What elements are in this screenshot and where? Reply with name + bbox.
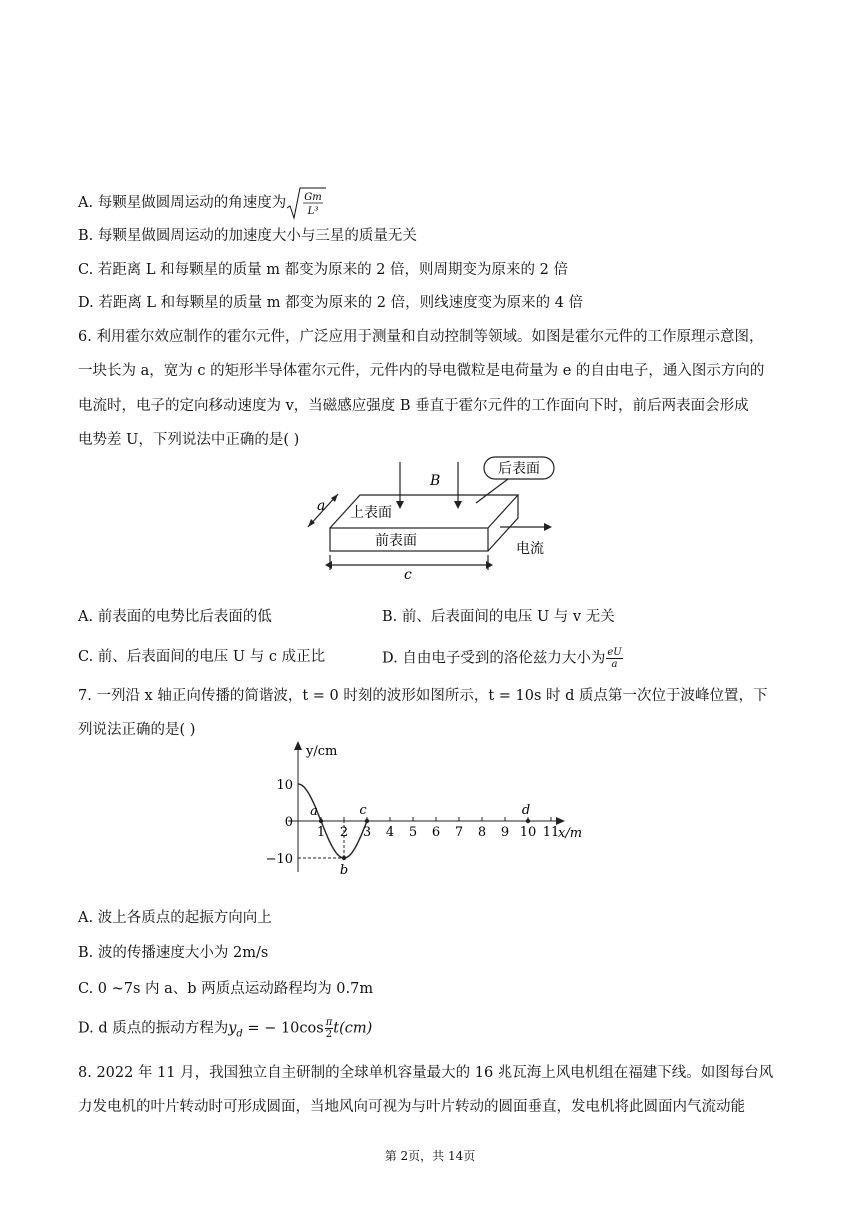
q6-stem-line1: 6. 利用霍尔效应制作的霍尔元件，广泛应用于测量和自动控制等领域。如图是霍尔元件的工作原理示意图， [78,329,764,345]
q7-option-b: B. 波的传播速度大小为 2m/s [78,945,269,961]
x-tick-label: 3 [362,825,372,840]
fraction: $\frac{eU}{a}$ [607,647,622,670]
label-top-surface: 上表面 [350,505,392,521]
x-tick-label: 2 [339,825,349,840]
q5-option-d: D. 若距离 L 和每颗星的质量 m 都变为原来的 2 倍，则线速度变为原来的 4 倍 [78,295,584,311]
y-tick-label: 0 [284,815,293,830]
sqrt-denominator: L³ [307,206,319,217]
y-axis-label: y/cm [306,744,338,759]
q8-stem-line2: 力发电机的叶片转动时可形成圆面，当地风向可视为与叶片转动的圆面垂直，发电机将此圆面内气流动能 [78,1099,745,1115]
label-b: B [430,473,441,489]
x-tick-label: 4 [385,825,395,840]
q8-stem-line1: 8. 2022 年 11 月，我国独立自主研制的全球单机容量最大的 16 兆瓦海上风电机组在福建下线。如图每台风 [78,1065,774,1081]
page-footer: 第 2页，共 14页 [384,1149,476,1163]
label-current: 电流 [516,541,544,557]
y-tick-label: −10 [265,852,293,867]
x-tick-label: 7 [454,825,464,840]
q5-option-b: B. 每颗星做圆周运动的加速度大小与三星的质量无关 [78,228,417,244]
x-axis-label: x/m [558,826,583,841]
x-tick-label: 6 [431,825,441,840]
label-a: a [317,498,326,514]
q6-option-b: B. 前、后表面间的电压 U 与 v 无关 [382,609,615,625]
x-tick-label: 11 [542,825,560,840]
x-tick-label: 5 [408,825,418,840]
q7-stem-line2: 列说法正确的是( ) [78,722,196,738]
point-label-a: a [310,804,318,819]
q7-option-d: D. d 质点的振动方程为$y_d$ = − 10cos $\frac{\pi}{2}$ t(cm) [78,1017,373,1040]
q7-option-c: C. 0 ~7s 内 a、b 两质点运动路程均为 0.7m [78,981,374,997]
q5-option-c: C. 若距离 L 和每颗星的质量 m 都变为原来的 2 倍，则周期变为原来的 2 倍 [78,262,568,278]
q6-option-c: C. 前、后表面间的电压 U 与 c 成正比 [78,649,326,665]
q6-option-a: A. 前表面的电势比后表面的低 [78,609,272,625]
b-arrow-right [454,501,462,509]
x-tick-label: 9 [500,825,510,840]
q6-stem-line4: 电势差 U，下列说法中正确的是( ) [78,432,300,448]
point-a [319,819,323,823]
point-c [365,819,369,823]
y-tick-label: 10 [276,778,293,793]
point-label-b: b [339,863,349,875]
q7-option-a: A. 波上各质点的起振方向向上 [78,910,272,926]
q6-option-d: D. 自由电子受到的洛伦兹力大小为 $\frac{eU}{a}$ [382,647,622,670]
wave-chart [258,740,598,875]
label-back-surface: 后表面 [498,461,540,477]
sqrt-expression [286,186,326,220]
point-label-d: d [521,803,531,818]
label-c: c [404,567,412,580]
x-tick-label: 1 [316,825,326,840]
sqrt-numerator: Gm [304,192,322,203]
q6-stem-line2: 一块长为 a，宽为 c 的矩形半导体霍尔元件，元件内的导电微粒是电荷量为 e 的自由电子，通入图示方向的 [78,363,765,379]
q7-stem-line1: 7. 一列沿 x 轴正向传播的简谐波，t = 0 时刻的波形如图所示，t = 10s 时 d 质点第一次位于波峰位置，下 [78,688,768,704]
point-d [526,819,530,823]
hall-element-figure [300,455,570,580]
x-tick-label: 8 [477,825,487,840]
point-label-c: c [359,803,367,818]
fraction: $\frac{\pi}{2}$ [325,1017,333,1040]
current-arrow [544,523,552,531]
x-tick-label: 10 [519,825,537,840]
label-front-surface: 前表面 [375,533,417,549]
b-arrow-left [396,501,404,509]
q6-stem-line3: 电流时，电子的定向移动速度为 v，当磁感应强度 B 垂直于霍尔元件的工作面向下时，前后两表面会形成 [78,398,749,414]
q5-option-a: A. 每颗星做圆周运动的角速度为 Gm L³ [78,186,326,220]
x-axis-arrow [556,817,565,825]
point-b [342,856,346,860]
y-axis-arrow [294,741,302,750]
